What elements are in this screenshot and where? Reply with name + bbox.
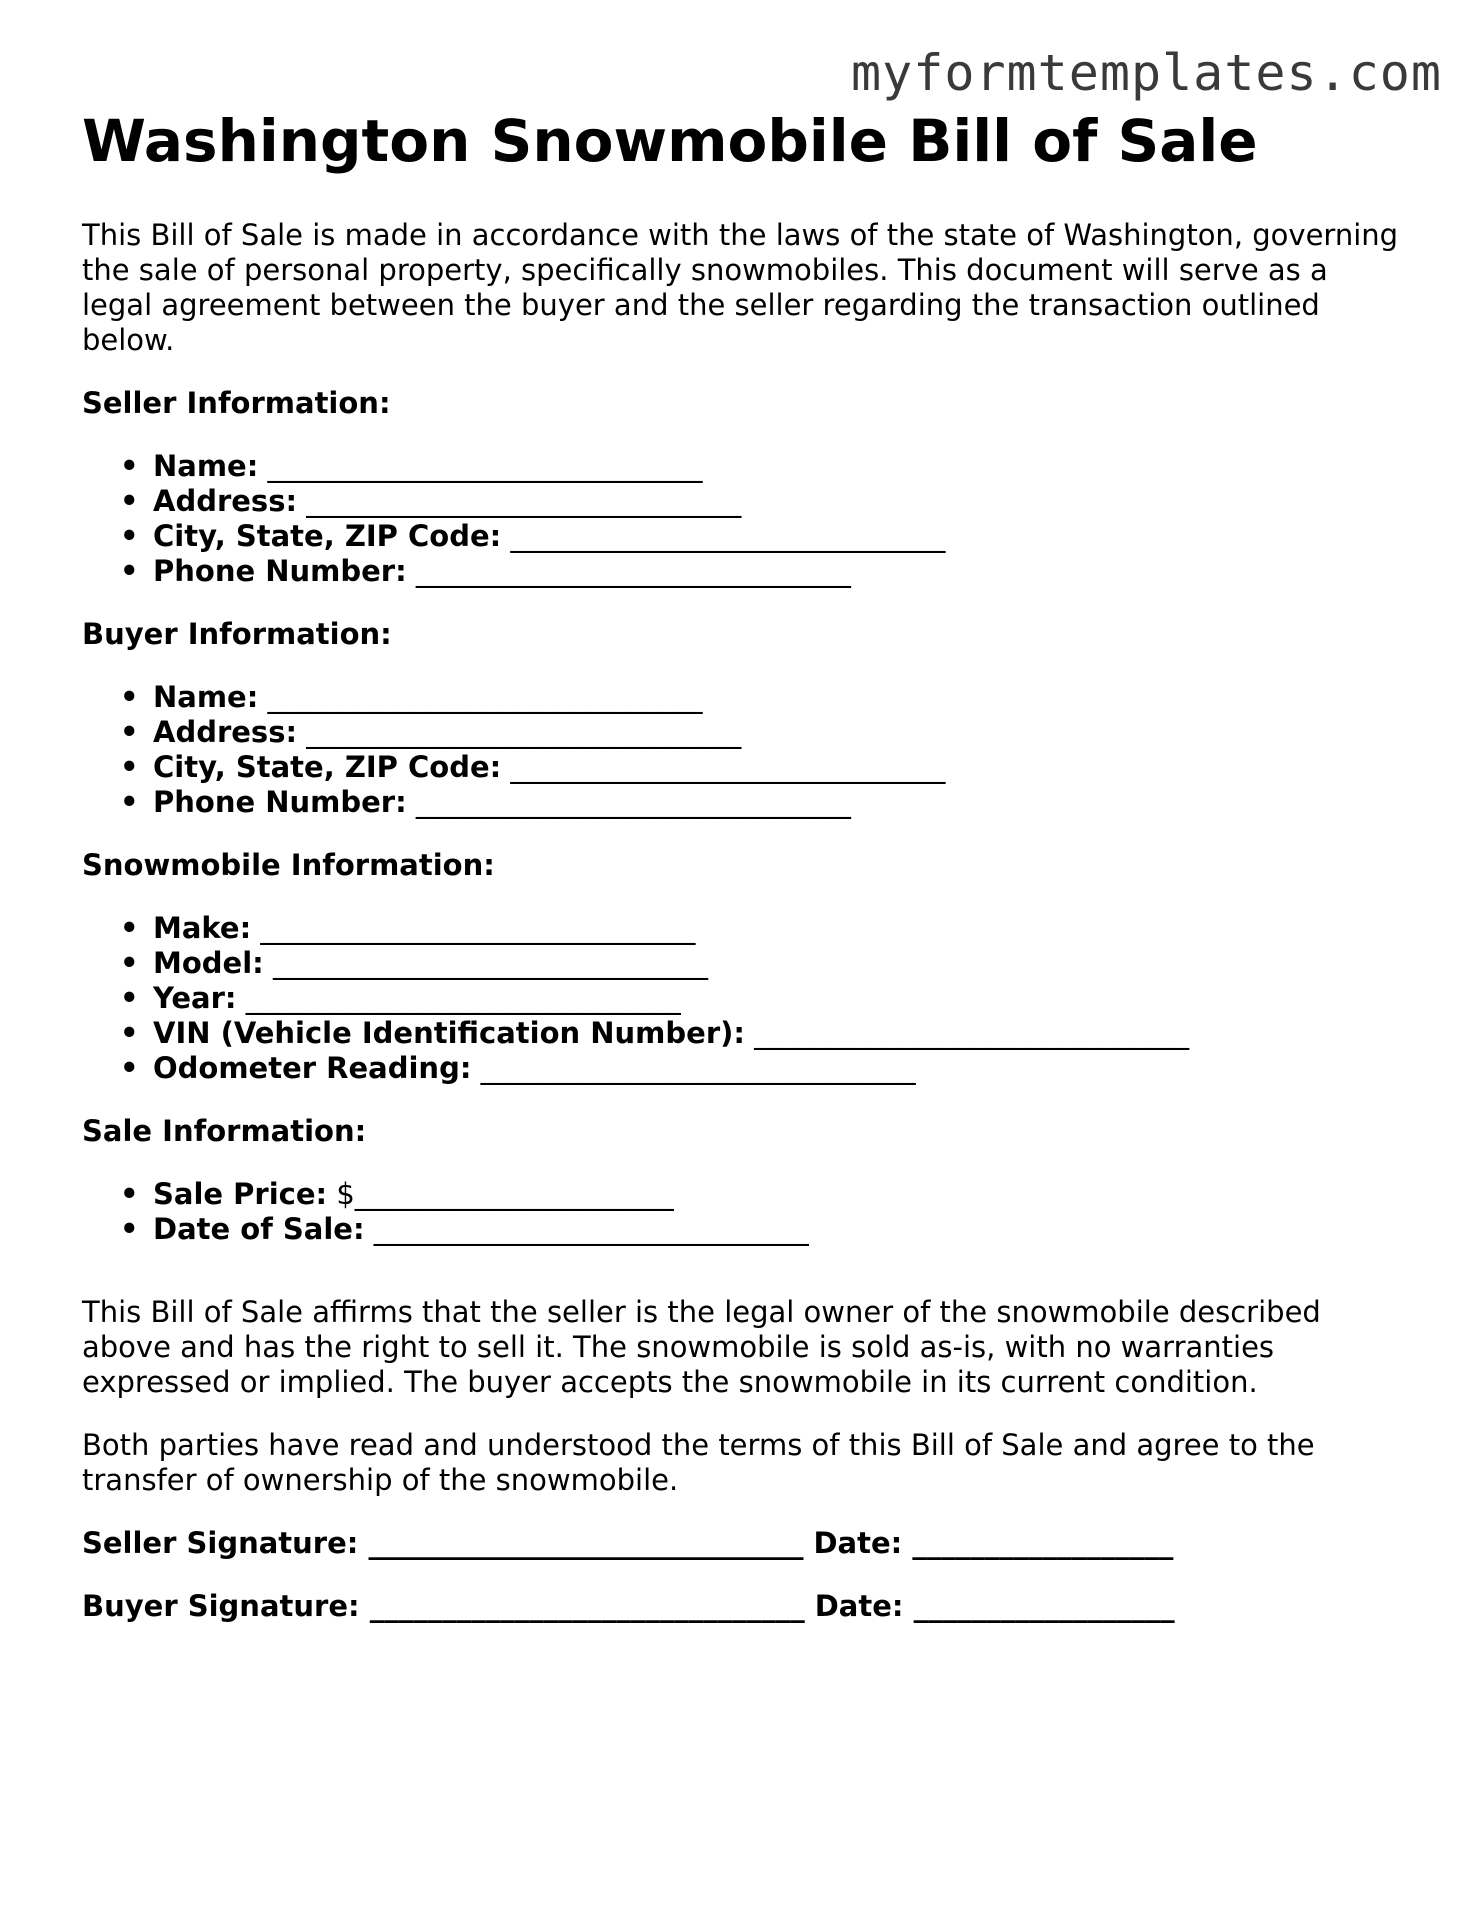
blank-line[interactable]: ______________________________ — [297, 484, 742, 518]
bullet-icon: • — [120, 1016, 139, 1050]
field-label: Phone Number: — [153, 785, 407, 819]
snowmobile-make-field — [120, 911, 1402, 946]
bullet-icon: • — [120, 1051, 139, 1085]
blank-line[interactable]: ______________________________ — [251, 911, 696, 945]
blank-line[interactable]: ______________________________ — [501, 750, 946, 784]
buyer-signature-row — [82, 1589, 1402, 1624]
seller-signature-row — [82, 1526, 1402, 1561]
blank-line[interactable]: ______________________________ — [258, 680, 703, 714]
seller-signature-field[interactable]: Seller Signature: ______________________________ — [82, 1526, 804, 1560]
snowmobile-vin-field — [120, 1016, 1402, 1051]
seller-fields-list — [82, 449, 1402, 589]
field-label: Make: — [153, 911, 252, 945]
affirmation-paragraph: This Bill of Sale affirms that the seller is the legal owner of the snowmobile described above and has the right to sell it. The snowmobile is sold as-is, with no warranties expressed or implied. The buyer accepts the snowmobile in its current condition. — [82, 1295, 1321, 1399]
blank-line[interactable]: ______________________________ — [258, 449, 703, 483]
bullet-icon: • — [120, 911, 139, 945]
blank-line[interactable]: ______________________________ — [263, 946, 708, 980]
intro-paragraph: This Bill of Sale is made in accordance with the laws of the state of Washington, governing the sale of personal property, specifically snowmobiles. This document will serve as a legal agreement between the buyer and the seller regarding the transaction outlined below. — [82, 218, 1399, 357]
field-label: VIN (Vehicle Identification Number): — [153, 1016, 745, 1050]
blank-line[interactable]: ______________________________ — [364, 1212, 809, 1246]
bullet-icon: • — [120, 554, 139, 588]
seller-information-heading: Seller Information: — [82, 386, 391, 420]
blank-line[interactable]: ______________________________ — [406, 554, 851, 588]
field-label: Name: — [153, 449, 259, 483]
field-label: Date of Sale: — [153, 1212, 365, 1246]
field-label: Phone Number: — [153, 554, 407, 588]
buyer-signature-field[interactable]: Buyer Signature: ______________________________ — [82, 1589, 805, 1623]
bullet-icon: • — [120, 715, 139, 749]
buyer-information-heading: Buyer Information: — [82, 617, 392, 651]
field-label: City, State, ZIP Code: — [153, 519, 502, 553]
bullet-icon: • — [120, 484, 139, 518]
bullet-icon: • — [120, 1177, 139, 1211]
seller-phone-field — [120, 554, 1402, 589]
buyer-address-field — [120, 715, 1402, 750]
blank-line[interactable]: ______________________________ — [297, 715, 742, 749]
blank-line[interactable]: ______________________________ — [501, 519, 946, 553]
bullet-icon: • — [120, 981, 139, 1015]
buyer-city-state-zip-field — [120, 750, 1402, 785]
snowmobile-odometer-field — [120, 1051, 1402, 1086]
buyer-name-field — [120, 680, 1402, 715]
sale-information-heading: Sale Information: — [82, 1114, 367, 1148]
buyer-fields-list — [82, 680, 1402, 820]
bullet-icon: • — [120, 519, 139, 553]
snowmobile-information-heading: Snowmobile Information: — [82, 848, 495, 882]
blank-line[interactable]: ______________________________ — [406, 785, 851, 819]
document-title: Washington Snowmobile Bill of Sale — [82, 107, 1258, 175]
field-label: Address: — [153, 484, 298, 518]
blank-line[interactable]: ______________________________ — [744, 1016, 1190, 1050]
field-label: Year: — [153, 981, 237, 1015]
bullet-icon: • — [120, 946, 139, 980]
buyer-date-field[interactable]: Date: __________________ — [814, 1589, 1175, 1623]
snowmobile-year-field — [120, 981, 1402, 1016]
seller-address-field — [120, 484, 1402, 519]
seller-date-field[interactable]: Date: __________________ — [813, 1526, 1174, 1560]
agreement-paragraph: Both parties have read and understood the terms of this Bill of Sale and agree to the transfer of ownership of the snowmobile. — [82, 1428, 1315, 1497]
field-label: Odometer Reading: — [153, 1051, 472, 1085]
snowmobile-fields-list — [82, 911, 1402, 1086]
bullet-icon: • — [120, 1212, 139, 1246]
bullet-icon: • — [120, 785, 139, 819]
field-label: Model: — [153, 946, 264, 980]
buyer-phone-field — [120, 785, 1402, 820]
blank-line[interactable]: ______________________________ — [471, 1051, 916, 1085]
sale-fields-list — [82, 1177, 1402, 1247]
bullet-icon: • — [120, 449, 139, 483]
site-watermark: myformtemplates.com — [851, 44, 1442, 102]
field-label: Sale Price: — [153, 1177, 328, 1211]
bill-of-sale-document — [82, 104, 1402, 1624]
blank-line[interactable]: $______________________ — [327, 1177, 674, 1211]
field-label: Name: — [153, 680, 259, 714]
sale-price-field — [120, 1177, 1402, 1212]
sale-date-field — [120, 1212, 1402, 1247]
bullet-icon: • — [120, 680, 139, 714]
bullet-icon: • — [120, 750, 139, 784]
seller-name-field — [120, 449, 1402, 484]
seller-city-state-zip-field — [120, 519, 1402, 554]
field-label: City, State, ZIP Code: — [153, 750, 502, 784]
blank-line[interactable]: ______________________________ — [236, 981, 681, 1015]
field-label: Address: — [153, 715, 298, 749]
snowmobile-model-field — [120, 946, 1402, 981]
